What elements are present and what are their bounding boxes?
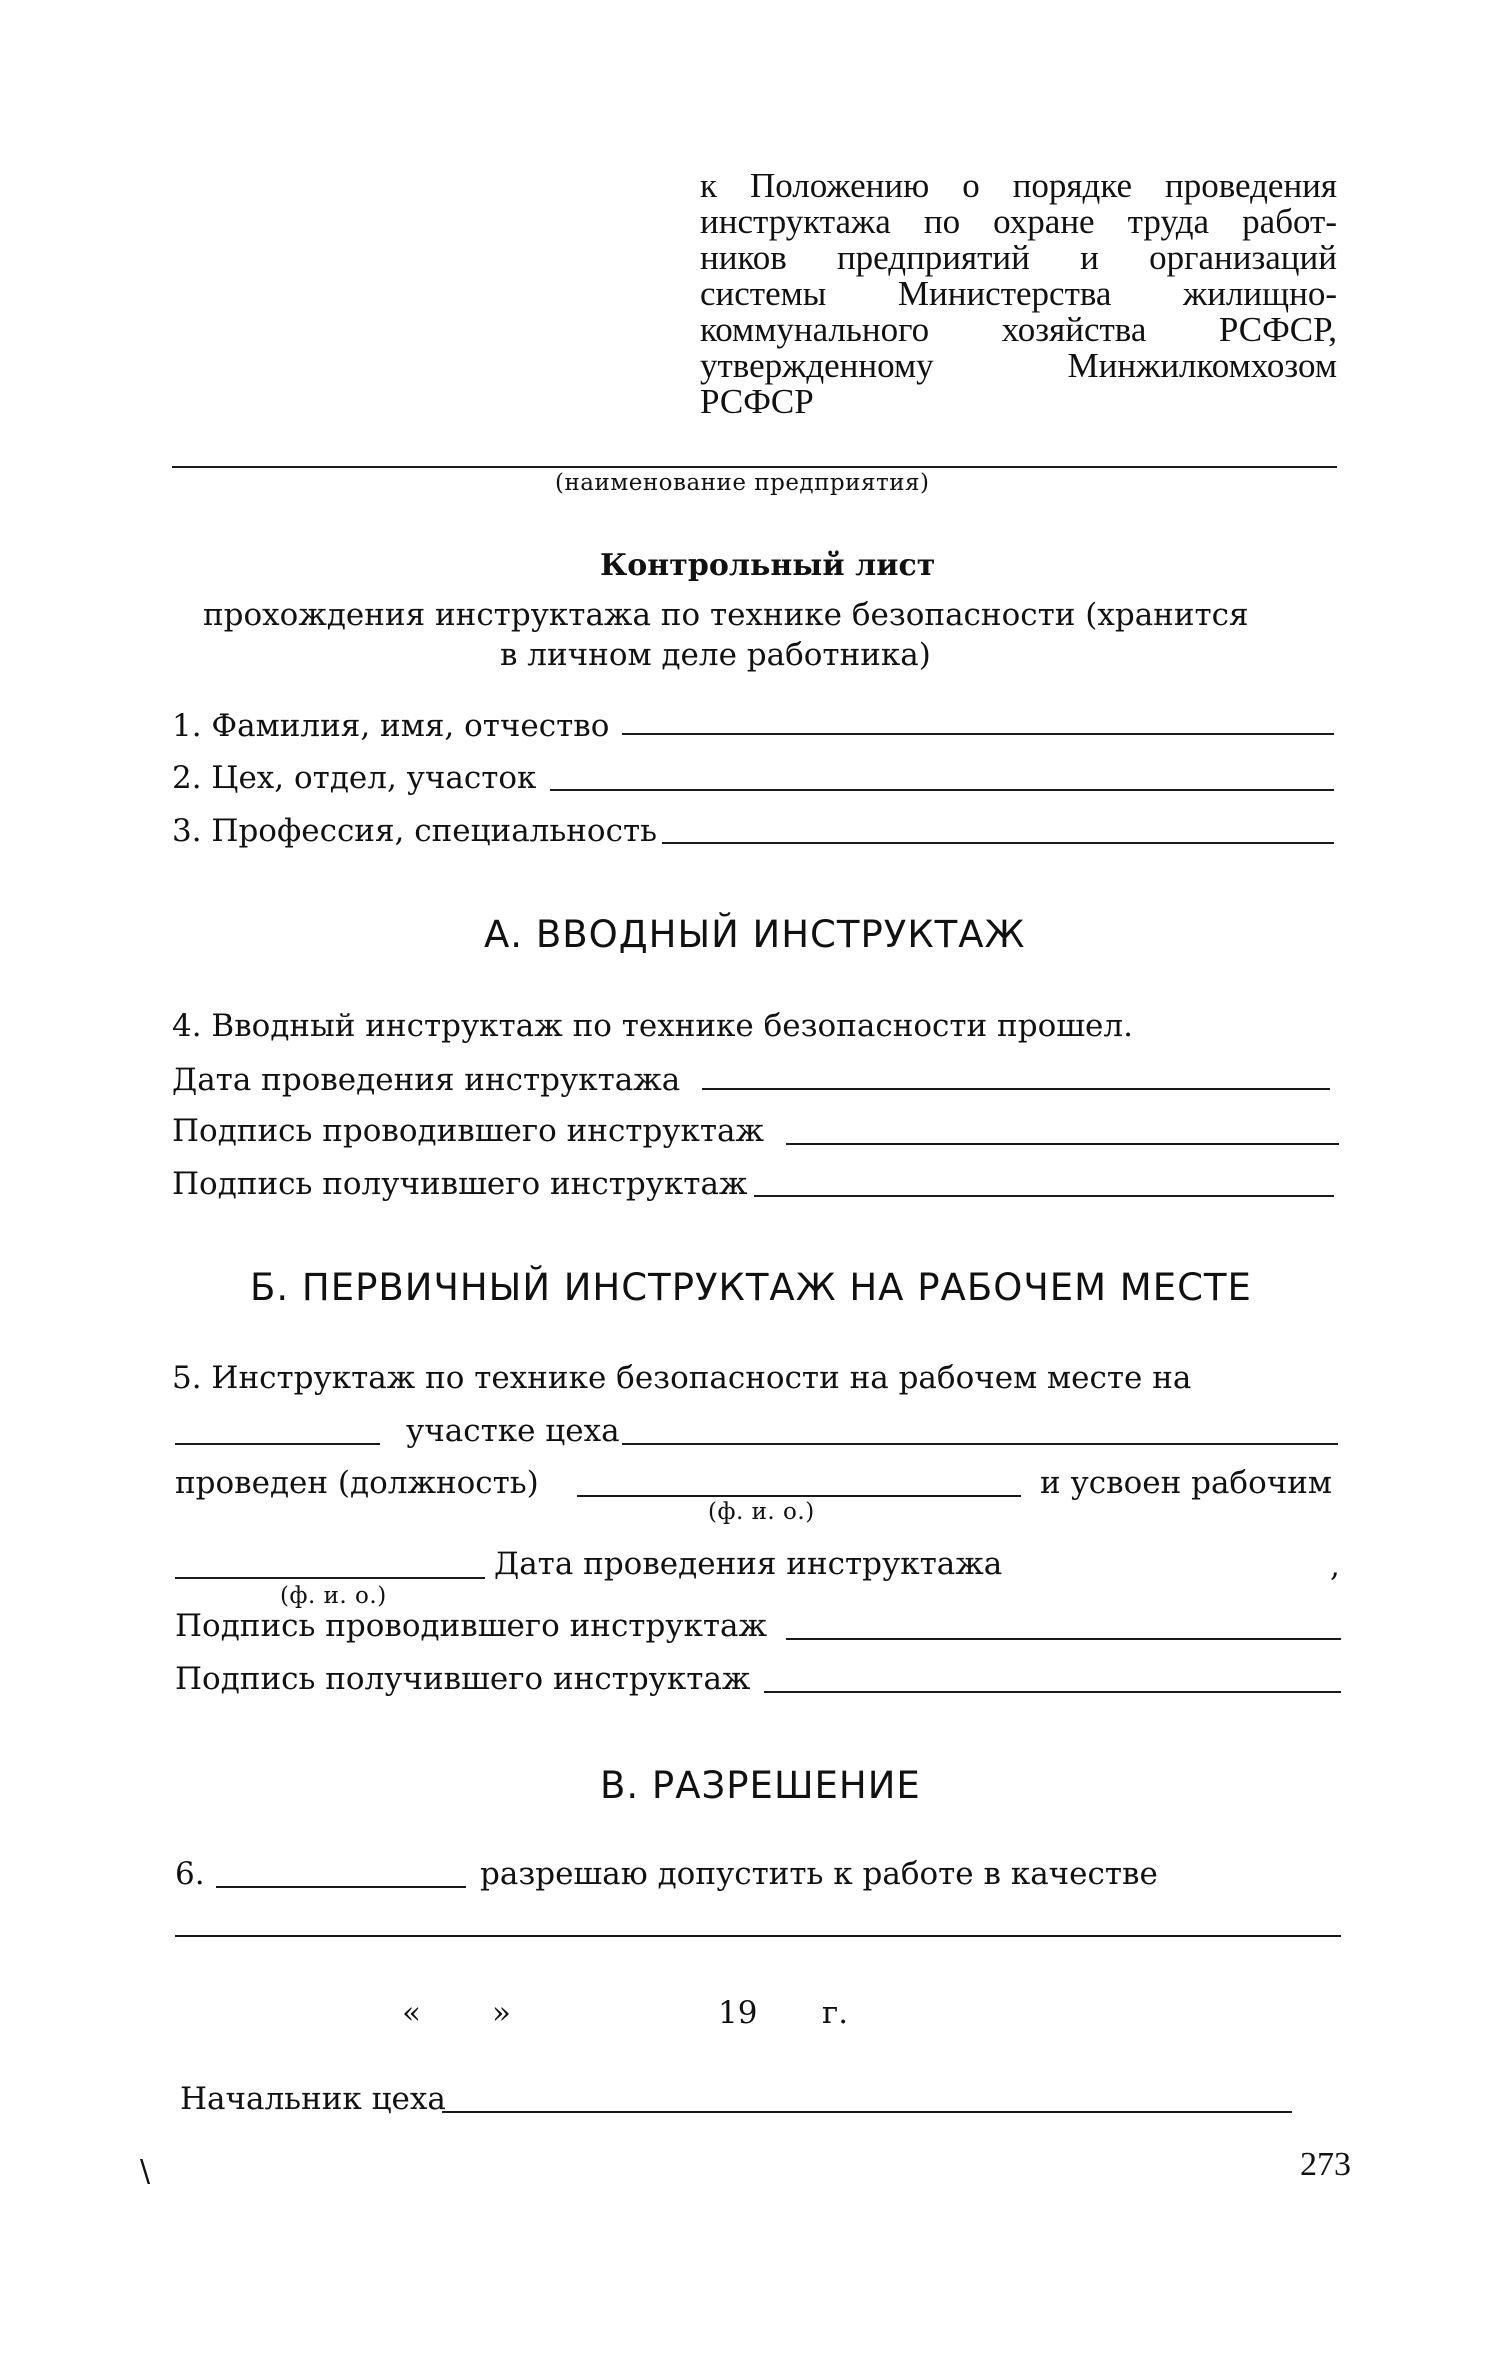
date-quote-close: » bbox=[492, 1995, 511, 2031]
section-a-sign-conducted-label: Подпись проводившего инструктаж bbox=[172, 1113, 765, 1149]
section-b-date-comma: , bbox=[1330, 1548, 1340, 1584]
section-c-name-line[interactable] bbox=[216, 1886, 466, 1888]
field-fio-line[interactable] bbox=[622, 733, 1334, 735]
section-b-sign-received-line[interactable] bbox=[764, 1691, 1341, 1693]
page-number: 273 bbox=[1300, 2146, 1351, 2183]
section-b-learned-by-label: и усвоен рабочим bbox=[1040, 1465, 1333, 1501]
section-b-shop-area-line[interactable] bbox=[622, 1443, 1338, 1445]
section-a-sign-received-line[interactable] bbox=[754, 1195, 1334, 1197]
section-a-sign-received-label: Подпись получившего инструктаж bbox=[172, 1166, 748, 1202]
field-profession-label: 3. Профессия, специальность bbox=[172, 813, 657, 849]
section-a-line4: 4. Вводный инструктаж по технике безопасности прошел. bbox=[172, 1008, 1133, 1044]
document-subtitle-line2: в личном деле работника) bbox=[500, 637, 931, 673]
section-a-date-label: Дата проведения инструктажа bbox=[172, 1062, 681, 1098]
field-fio-label: 1. Фамилия, имя, отчество bbox=[172, 708, 610, 744]
chief-signature-line[interactable] bbox=[442, 2111, 1292, 2113]
section-b-date-label: Дата проведения инструктажа bbox=[494, 1546, 1003, 1582]
enterprise-caption: (наименование предприятия) bbox=[555, 470, 930, 496]
section-b-fio-caption-2: (ф. и. о.) bbox=[280, 1583, 387, 1609]
section-b-conducted-by-label: проведен (должность) bbox=[175, 1465, 539, 1501]
page-mark: \ bbox=[140, 2154, 151, 2189]
document-subtitle-line1: прохождения инструктажа по технике безопасности (хранится bbox=[203, 597, 1249, 633]
field-profession-line[interactable] bbox=[662, 842, 1334, 844]
section-b-sign-conducted-label: Подпись проводившего инструктаж bbox=[175, 1608, 768, 1644]
field-department-line[interactable] bbox=[550, 789, 1334, 791]
annex-line: утвержденному Минжилкомхозом bbox=[700, 346, 1337, 385]
field-department-label: 2. Цех, отдел, участок bbox=[172, 760, 537, 796]
section-a-heading: А. ВВОДНЫЙ ИНСТРУКТАЖ bbox=[484, 913, 1026, 956]
date-quote-open: « bbox=[402, 1995, 421, 2031]
annex-line: ников предприятий и организаций bbox=[700, 238, 1337, 277]
section-b-heading: Б. ПЕРВИЧНЫЙ ИНСТРУКТАЖ НА РАБОЧЕМ МЕСТЕ bbox=[250, 1266, 1252, 1309]
chief-label: Начальник цеха bbox=[180, 2081, 446, 2117]
annex-line: РСФСР bbox=[700, 382, 814, 421]
annex-line: коммунального хозяйства РСФСР, bbox=[700, 310, 1337, 349]
section-c-heading: В. РАЗРЕШЕНИЕ bbox=[600, 1764, 921, 1807]
date-year: 19 bbox=[718, 1995, 758, 2031]
section-c-number: 6. bbox=[175, 1856, 205, 1892]
section-b-fio-caption-1: (ф. и. о.) bbox=[708, 1499, 815, 1525]
annex-line: инструктажа по охране труда работ- bbox=[700, 202, 1337, 241]
section-b-shop-area-label: участке цеха bbox=[406, 1413, 620, 1449]
date-year-suffix: г. bbox=[822, 1995, 849, 2031]
annex-line: к Положению о порядке проведения bbox=[700, 166, 1337, 205]
section-b-conducted-by-line[interactable] bbox=[577, 1495, 1021, 1497]
document-title: Контрольный лист bbox=[600, 548, 936, 583]
section-a-sign-conducted-line[interactable] bbox=[786, 1143, 1339, 1145]
enterprise-name-line[interactable] bbox=[172, 466, 1337, 468]
section-b-worker-line[interactable] bbox=[175, 1577, 485, 1579]
section-b-sign-conducted-line[interactable] bbox=[786, 1638, 1341, 1640]
annex-line: системы Министерства жилищно- bbox=[700, 274, 1337, 313]
annex-block bbox=[700, 168, 1337, 420]
section-c-allow-label: разрешаю допустить к работе в качестве bbox=[480, 1856, 1158, 1892]
section-c-position-line[interactable] bbox=[175, 1935, 1341, 1937]
section-b-area-line[interactable] bbox=[175, 1443, 380, 1445]
section-a-date-line[interactable] bbox=[702, 1088, 1330, 1090]
section-b-sign-received-label: Подпись получившего инструктаж bbox=[175, 1661, 751, 1697]
section-b-line5: 5. Инструктаж по технике безопасности на рабочем месте на bbox=[172, 1360, 1192, 1396]
